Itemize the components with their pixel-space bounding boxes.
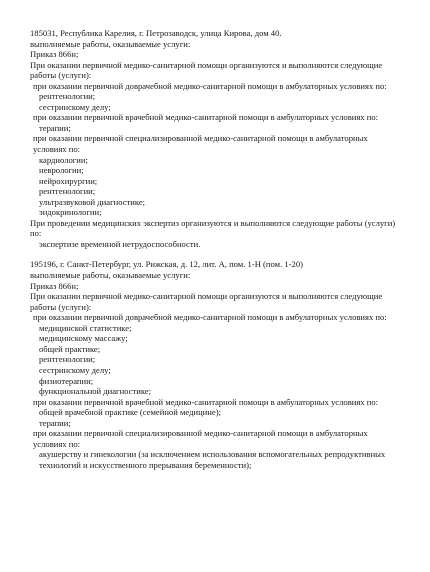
service-item: нейрохирургии; — [39, 175, 98, 186]
section-heading: При оказании первичной медико-санитарной помощи организуются и выполняются следующие работы (услуги): — [30, 291, 385, 312]
service-item: кардиологии; — [39, 154, 88, 165]
service-item: ультразвуковой диагностике; — [39, 196, 146, 207]
service-category: при оказании первичной доврачебной медико-санитарной помощи в амбулаторных условиях по: — [33, 80, 387, 91]
section-address: 185031, Республика Карелия, г. Петрозаводск, улица Кирова, дом 40. — [30, 28, 282, 38]
service-item: акушерству и гинекологии (за исключением использования вспомогательных репродуктивных технологий и искусственного прерывания беременности); — [39, 449, 388, 470]
section-heading: При проведении медицинских экспертиз организуются и выполняются следующие работы (услуги) по: — [30, 217, 398, 239]
service-item: медицинскому массажу; — [39, 333, 128, 344]
service-category: при оказании первичной врачебной медико-санитарной помощи в амбулаторных условиях по: — [33, 112, 379, 123]
service-category: при оказании первичной специализированной медико-санитарной помощи в амбулаторных условиях по: — [33, 133, 370, 155]
service-category: при оказании первичной специализированной медико-санитарной помощи в амбулаторных условиях по: — [33, 428, 370, 449]
works-label: выполняемые работы, оказываемые услуги: — [30, 38, 191, 49]
service-item: функциональной диагностике; — [39, 386, 152, 397]
order-reference: Приказ 866н; — [30, 49, 79, 60]
service-item: общей практике; — [39, 343, 101, 354]
license-section — [30, 259, 400, 470]
service-item: медицинской статистике; — [39, 322, 132, 333]
service-item: неврологии; — [39, 165, 84, 176]
service-item: рентгенологии; — [39, 91, 96, 102]
service-item: терапии; — [39, 122, 71, 133]
section-address: 195196, г. Санкт-Петербург, ул. Рижская, д. 12, лит. А, пом. 1-Н (пом. 1-20) — [30, 259, 303, 270]
section-heading: При оказании первичной медико-санитарной помощи организуются и выполняются следующие работы (услуги): — [30, 59, 385, 81]
license-section — [30, 28, 400, 249]
service-item: рентгенологии; — [39, 186, 96, 197]
service-item: сестринскому делу; — [39, 364, 111, 375]
service-item: сестринскому делу; — [39, 101, 111, 112]
order-reference: Приказ 866н; — [30, 280, 79, 291]
service-item: общей врачебной практике (семейной медицине); — [39, 407, 221, 418]
service-category: при оказании первичной врачебной медико-санитарной помощи в амбулаторных условиях по: — [33, 396, 379, 407]
document-page — [30, 28, 400, 470]
service-item: физиотерапии; — [39, 375, 94, 386]
service-item: эндокринологии; — [39, 207, 102, 218]
service-category: при оказании первичной доврачебной медико-санитарной помощи в амбулаторных условиях по: — [33, 312, 387, 323]
service-item: экспертизе временной нетрудоспособности. — [39, 238, 201, 249]
works-label: выполняемые работы, оказываемые услуги: — [30, 270, 191, 281]
services-list — [30, 291, 400, 470]
service-item: рентгенологии; — [39, 354, 96, 365]
service-item: терапии; — [39, 417, 71, 428]
services-list — [30, 60, 400, 250]
